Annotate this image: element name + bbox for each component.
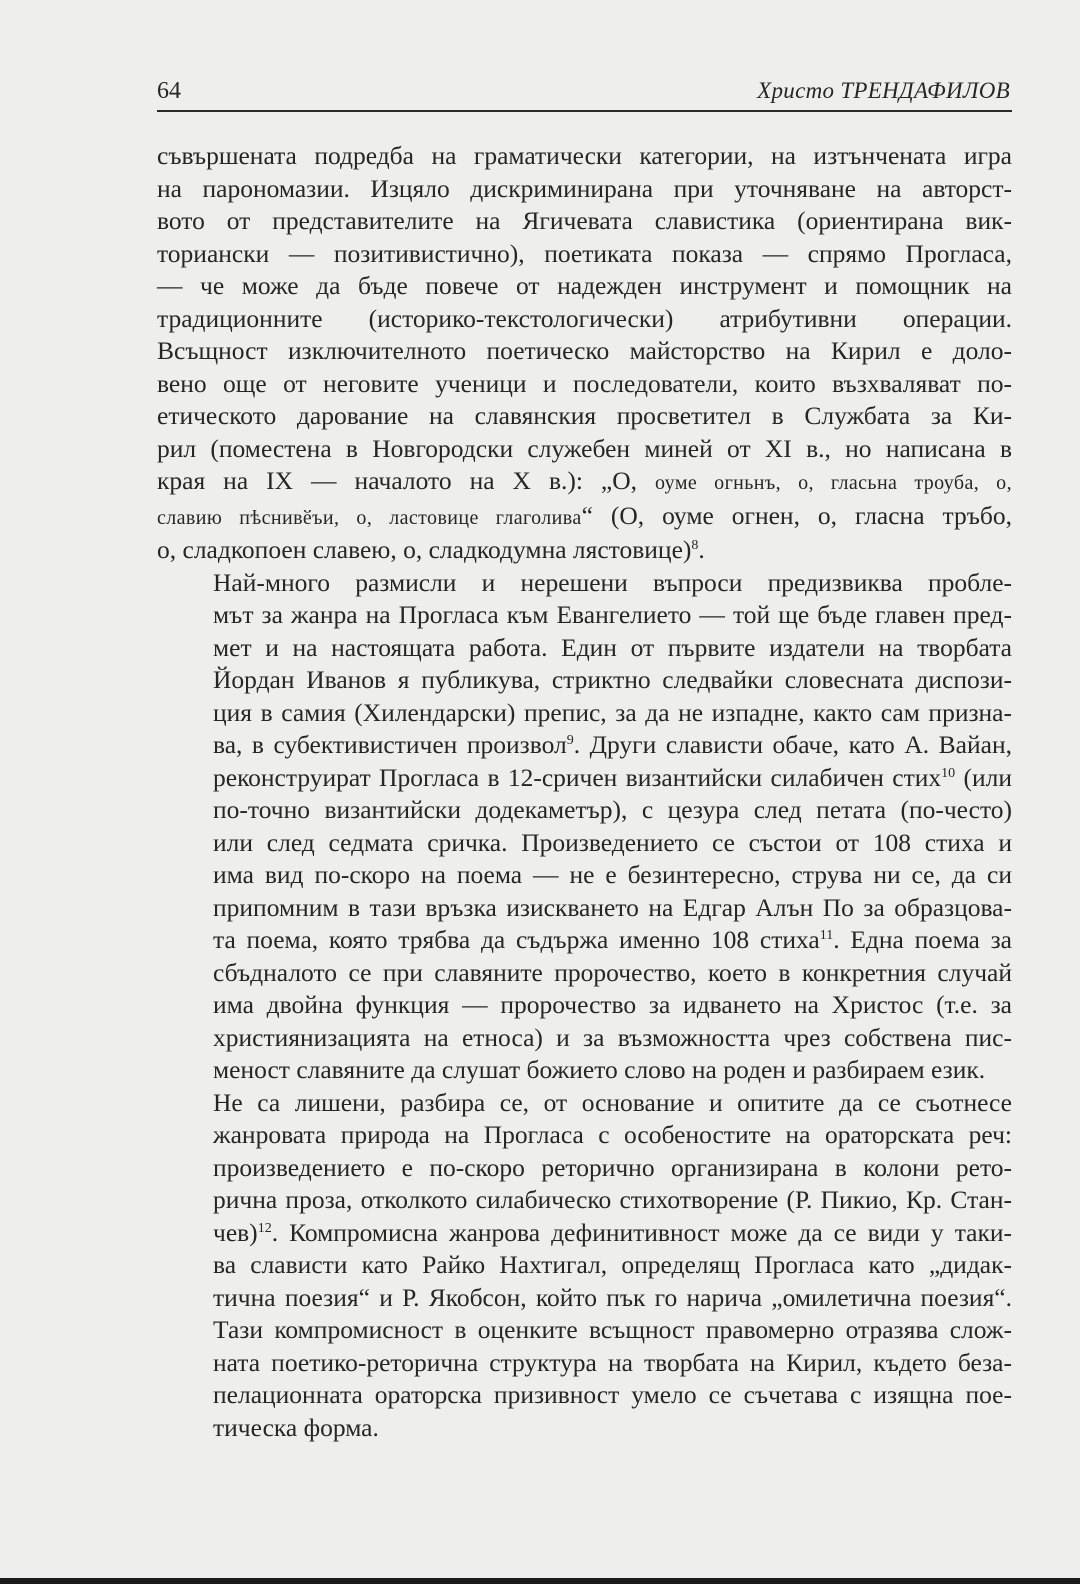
text-line bbox=[157, 140, 1012, 173]
text-run: тична поезия“ и Р. Якобсон, който пък го нарича „омилетична поезия“. bbox=[213, 1282, 1012, 1312]
page-header bbox=[157, 72, 1012, 112]
text-line bbox=[157, 1249, 1012, 1282]
text-line bbox=[157, 303, 1012, 336]
text-line bbox=[157, 433, 1012, 466]
text-line bbox=[157, 1022, 1012, 1055]
text-run: рична проза, отколкото силабическо стихотворение (Р. Пикио, Кр. Стан- bbox=[213, 1185, 1012, 1214]
text-line bbox=[157, 1217, 1012, 1250]
text-run: . bbox=[698, 535, 705, 564]
text-run: меност славяните да слушат божието слово на роден и разбираем език. bbox=[213, 1055, 986, 1084]
text-line bbox=[157, 957, 1012, 990]
running-head: Христо ТРЕНДАФИЛОВ bbox=[757, 78, 1010, 103]
text-run: Всъщност изключителното поетическо майсторство на Кирил е доло- bbox=[157, 336, 1012, 365]
text-line bbox=[157, 1347, 1012, 1380]
footnote-ref: 11 bbox=[819, 928, 834, 943]
text-run: о, сладкопоен славею, о, сладкодумна лястовице) bbox=[157, 535, 692, 564]
text-run: чев) bbox=[213, 1217, 258, 1247]
text-line bbox=[157, 238, 1012, 271]
text-run: на парономазии. Изцяло дискриминирана при уточняване на авторст- bbox=[157, 173, 1012, 203]
text-run: ция в самия (Хилендарски) препис, за да не изпадне, както сам призна- bbox=[213, 697, 1012, 727]
body-text bbox=[157, 140, 1012, 1444]
text-line bbox=[157, 599, 1012, 632]
footnote-ref: 8 bbox=[691, 538, 699, 553]
text-line bbox=[157, 989, 1012, 1022]
text-line bbox=[157, 697, 1012, 730]
text-line bbox=[157, 1054, 1012, 1087]
old-church-slavonic-quote: оуме огньнъ, о, гласьна троуба, о, bbox=[655, 472, 1012, 494]
text-line bbox=[157, 1412, 1012, 1445]
text-run: ната поетико-реторична структура на творбата на Кирил, където беза- bbox=[213, 1347, 1012, 1377]
text-run: припомним в тази връзка изискването на Едгар Алън По за образцова- bbox=[213, 892, 1012, 922]
text-run: има двойна функция — пророчество за идването на Христос (т.е. за bbox=[213, 990, 1012, 1019]
text-run: . Компромисна жанрова дефинитивност може да се види у таки- bbox=[271, 1217, 1012, 1247]
text-line bbox=[157, 400, 1012, 433]
text-run: та поема, която трябва да съдържа именно 108 стиха bbox=[213, 925, 820, 954]
text-run: Не са лишени, разбира се, от основание и опитите да се съотнесе bbox=[213, 1087, 1012, 1117]
text-line bbox=[157, 859, 1012, 892]
text-line bbox=[157, 465, 1012, 500]
text-line bbox=[157, 1152, 1012, 1185]
text-run: реконструират Прогласа в 12-сричен византийски силабичен стих bbox=[213, 762, 942, 792]
text-run: по-точно византийски додекаметър), с цезура след петата (по-често) bbox=[213, 795, 1012, 824]
text-line bbox=[157, 794, 1012, 827]
paragraph bbox=[157, 140, 1012, 567]
text-line bbox=[157, 892, 1012, 925]
text-run: традиционните (историко-текстологически) атрибутивни операции. bbox=[157, 303, 1012, 333]
text-line bbox=[157, 368, 1012, 401]
text-line bbox=[157, 664, 1012, 697]
text-run: съвършената подредба на граматически категории, на изтънчената игра bbox=[157, 141, 1012, 170]
text-line bbox=[157, 1184, 1012, 1217]
text-run: Най-много размисли и нерешени въпроси предизвиква пробле- bbox=[213, 567, 1012, 597]
text-run: ва слависти като Райко Нахтигал, определящ Прогласа като „дидак- bbox=[213, 1250, 1012, 1279]
footnote-ref: 9 bbox=[566, 733, 574, 748]
text-run: “ (О, оуме огнен, о, гласна тръбо, bbox=[581, 500, 1012, 530]
text-run: или след седмата сричка. Произведението се състои от 108 стиха и bbox=[213, 827, 1012, 857]
text-run: пелационната ораторска призивност умело се съчетава с изящна пое- bbox=[213, 1380, 1012, 1409]
text-run: тическа форма. bbox=[213, 1412, 379, 1442]
text-run: вено още от неговите ученици и последователи, които възхваляват по- bbox=[157, 368, 1012, 398]
old-church-slavonic-quote: славию пѣснивӗъи, о, ластовице глаголива bbox=[157, 506, 582, 529]
text-line bbox=[157, 205, 1012, 238]
text-run: сбъдналото се при славяните пророчество, което в конкретния случай bbox=[213, 957, 1012, 987]
text-line bbox=[157, 1379, 1012, 1412]
text-run: . Други слависти обаче, като А. Вайан, bbox=[573, 730, 1012, 759]
paragraph bbox=[157, 1087, 1012, 1445]
text-run: рил (поместена в Новгородски служебен миней от XI в., но написана в bbox=[157, 433, 1012, 463]
text-run: вото от представителите на Ягичевата славистика (ориентирана вик- bbox=[157, 206, 1012, 235]
text-line bbox=[157, 500, 1012, 535]
text-line bbox=[157, 1314, 1012, 1347]
text-line bbox=[157, 1087, 1012, 1120]
text-line bbox=[157, 632, 1012, 665]
text-line bbox=[157, 924, 1012, 957]
text-line bbox=[157, 534, 1012, 567]
text-run: жанровата природа на Прогласа с особеностите на ораторската реч: bbox=[213, 1120, 1012, 1149]
text-run: има вид по-скоро на поема — не е безинтересно, струва ни се, да си bbox=[213, 860, 1012, 889]
text-run: ва, в субективистичен произвол bbox=[213, 730, 567, 759]
text-run: Йордан Иванов я публикува, стриктно следвайки словесната диспози- bbox=[213, 665, 1012, 694]
text-run: (или bbox=[955, 762, 1012, 792]
footnote-ref: 12 bbox=[257, 1220, 272, 1236]
scan-edge bbox=[0, 1578, 1080, 1584]
text-run: мът за жанра на Прогласа към Евангелието — той ще бъде главен пред- bbox=[213, 600, 1012, 629]
text-run: произведението е по-скоро реторично организирана в колони рето- bbox=[213, 1152, 1012, 1182]
text-run: ториански — позитивистично), поетиката показа — спрямо Прогласа, bbox=[157, 238, 1012, 268]
text-line bbox=[157, 729, 1012, 762]
text-run: — че може да бъде повече от надежден инструмент и помощник на bbox=[157, 271, 1012, 300]
text-run: етическото дарование на славянския просветител в Службата за Ки- bbox=[157, 401, 1012, 430]
text-line bbox=[157, 173, 1012, 206]
paragraph bbox=[157, 567, 1012, 1087]
text-line bbox=[157, 1282, 1012, 1315]
text-line bbox=[157, 270, 1012, 303]
text-run: християнизацията на етноса) и за възможността чрез собствена пис- bbox=[213, 1022, 1012, 1052]
text-line bbox=[157, 567, 1012, 600]
footnote-ref: 10 bbox=[941, 765, 956, 781]
text-line bbox=[157, 762, 1012, 795]
text-line bbox=[157, 335, 1012, 368]
text-run: Тази компромисност в оценките всъщност правомерно отразява слож- bbox=[213, 1315, 1012, 1344]
text-run: края на IX — началото на X в.): „О, bbox=[157, 466, 656, 495]
text-run: мет и на настоящата работа. Един от първите издатели на творбата bbox=[213, 632, 1012, 662]
text-line bbox=[157, 827, 1012, 860]
text-line bbox=[157, 1119, 1012, 1152]
text-run: . Една поема за bbox=[833, 925, 1012, 954]
page-number: 64 bbox=[157, 78, 181, 104]
